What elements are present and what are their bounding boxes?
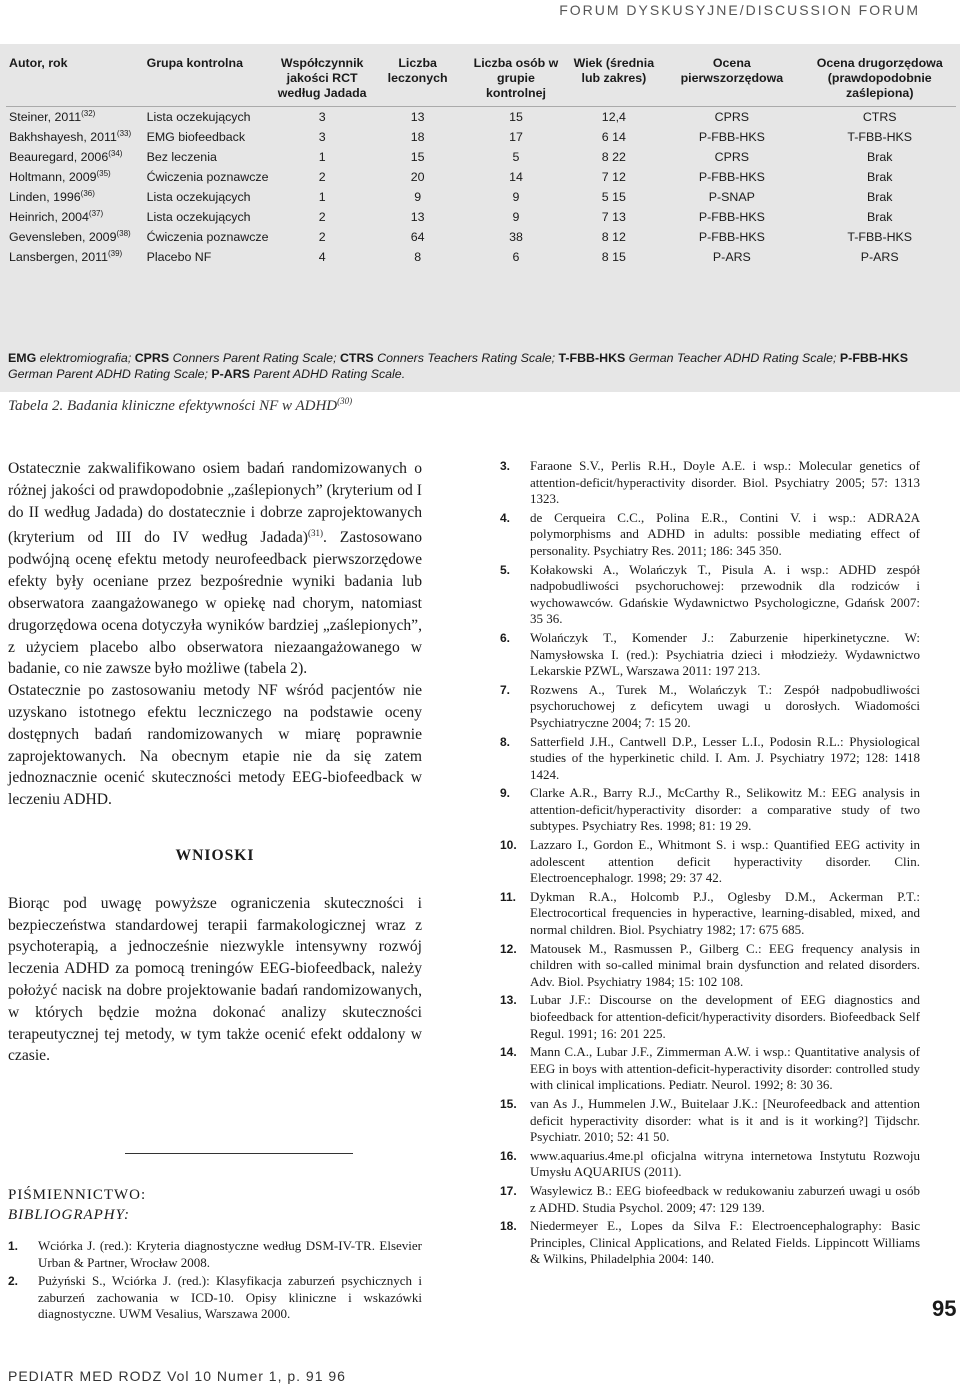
table-cell-age: 5 15 — [601, 190, 626, 204]
reference-item: 14. Mann C.A., Lubar J.F., Zimmerman A.W. i wsp.: Quantitative analysis of EEG in boys with attention-deficit-hyperactivity disorder: controlled study with clinical implications. Pediatr. Neurol. 1992; 8: 30 36. — [500, 1044, 920, 1093]
table-cell-author: Bakhshayesh, 2011$^{(33)}$ — [9, 128, 132, 144]
table-row — [6, 227, 956, 247]
table-cell-author: Beauregard, 2006$^{(34)}$ — [9, 148, 123, 164]
table-cell-jadad: 2 — [318, 230, 326, 244]
table-cell-author: Heinrich, 2004$^{(37)}$ — [9, 208, 104, 224]
table-cell-author: Holtmann, 2009$^{(35)}$ — [9, 168, 111, 184]
table-cell-control: 15 — [509, 110, 523, 124]
table-cell-control: 5 — [512, 150, 520, 164]
reference-item: 7. Rozwens A., Turek M., Wolańczyk T.: Zespół nadpobudliwości psychoruchowej z deficytem uwagi u dorosłych. Wiadomości Psychiatryczne 2004; 7: 15 20. — [500, 681, 920, 730]
table-cell-age: 7 12 — [601, 170, 626, 184]
table-cell-group: Lista oczekujących — [146, 210, 251, 224]
table-cell-group: Lista oczekujących — [146, 110, 251, 124]
table-cell-jadad: 2 — [318, 170, 326, 184]
table-cell-author: Linden, 1996$^{(36)}$ — [9, 188, 95, 204]
table-cell-control: 17 — [509, 130, 523, 144]
table-cell-treated: 13 — [410, 210, 425, 224]
table-cell-primary: P-FBB-HKS — [698, 210, 765, 224]
table-cell-treated: 20 — [410, 170, 425, 184]
reference-item: 18. Niedermeyer E., Lopes da Silva F.: Electroencephalography: Basic Principles, Clinical Applications, and Related Fields. Lippincott Williams & Wilkins, Philadelphia 2004: 140. — [500, 1218, 920, 1267]
table-cell-group: EMG biofeedback — [146, 130, 246, 144]
table-row — [6, 187, 956, 207]
table-cell-secondary: Brak — [866, 170, 893, 184]
reference-list — [8, 1238, 422, 1325]
reference-item: 12. Matousek M., Rasmussen P., Gilberg C.: EEG frequency analysis in children with so-called minimal brain dysfunction and related disorders. Adv. Biol. Psychiatry 1984; 15: 102 108. — [500, 940, 920, 989]
table-cell-treated: 18 — [410, 130, 425, 144]
col-header: Liczba osób w grupie kontrolnej — [465, 54, 568, 107]
table-cell-control: 14 — [509, 170, 523, 184]
table-cell-primary: P-FBB-HKS — [698, 230, 765, 244]
table-cell-age: 8 15 — [601, 250, 626, 264]
divider — [125, 1153, 353, 1154]
reference-item: 6. Wolańczyk T., Komender J.: Zaburzenie hiperkinetyczne. W: Namysłowska I. (red.): Psychiatria dzieci i młodzieży. Wydawnictwo Lekarskie PZWL, Warszawa 2011: 197 213. — [500, 629, 920, 679]
reference-item: 5. Kołakowski A., Wolańczyk T., Pisula A. i wsp.: ADHD zespół nadpobudliwości psychoruchowej: przewodnik dla rodziców i wychowawców. Gdańskie Wydawnictwo Psychologiczne, Gdańsk 2007: 35 36. — [500, 561, 920, 627]
table-cell-treated: 8 — [414, 250, 422, 264]
table-legend: EMG elektromiografia; CPRS Conners Parent Rating Scale; CTRS Conners Teachers Rating Scale; T-FBB-HKS German Teacher ADHD Rating Scale; P-FBB-HKS German Parent ADHD Rating Scale; P-ARS Parent ADHD Rating Scale. — [8, 351, 909, 381]
table-cell-primary: CPRS — [714, 150, 750, 164]
table-cell-jadad: 2 — [318, 210, 326, 224]
table-cell-jadad: 1 — [318, 150, 326, 164]
table-cell-group: Ćwiczenia poznawcze — [146, 170, 269, 184]
bibliography-heading: PIŚMIENNICTWO: BIBLIOGRAPHY: — [8, 1187, 147, 1223]
table-cell-primary: P-SNAP — [708, 190, 755, 204]
reference-item: 8. Satterfield J.H., Cantwell D.P., Lesser L.I., Podosin R.L.: Physiological studies of the hyperkinetic child. I. Am. J. Psychiatry 1972; 128: 1418 1424. — [500, 733, 920, 782]
reference-item: 10. Lazzaro I., Gordon E., Whitmont S. i wsp.: Quantified EEG activity in adolescent attention deficit hyperactivity disorder. Clin. Electroencephalogr. 1998; 29: 37 42. — [500, 837, 920, 886]
table-row — [6, 247, 956, 267]
table-cell-secondary: T-FBB-HKS — [847, 130, 913, 144]
table-cell-secondary: CTRS — [862, 110, 897, 124]
reference-item: 15. van As J., Hummelen J.W., Buitelaar J.K.: [Neurofeedback and attention deficit hyperactivity disorder: what is it and is it working?] Tijdschr. Psychiatr. 2010; 52: 41 50. — [500, 1095, 920, 1145]
table-cell-jadad: 3 — [318, 130, 326, 144]
table-cell-treated: 15 — [410, 150, 425, 164]
reference-item: 17. Wasylewicz B.: EEG biofeedback w redukowaniu zaburzeń uwagi u osób z ADHD. Studia Psychol. 2009; 47: 129 139. — [500, 1182, 920, 1215]
page-number: 95 — [932, 1296, 957, 1321]
table-row — [6, 127, 956, 147]
table-cell-primary: P-FBB-HKS — [698, 170, 765, 184]
table-cell-control: 9 — [512, 210, 520, 224]
col-header: Ocena drugorzędowa (prawdopodobnie zaślepiona) — [803, 54, 956, 107]
reference-item: 9. Clarke A.R., Barry R.J., McCarthy R., Selikowitz M.: EEG analysis in attention-deficit/hyperactivity disorder: a comparative study of two subtypes. Psychiatry Res. 1998; 81: 19 29. — [500, 785, 920, 834]
table-cell-primary: P-ARS — [712, 250, 751, 264]
table-cell-jadad: 1 — [318, 190, 326, 204]
table-cell-group: Lista oczekujących — [146, 190, 251, 204]
col-header: Liczba leczonych — [371, 54, 465, 107]
paragraph: Biorąc pod uwagę powyższe ograniczenia skuteczności i bezpieczeństwa standardowej terapii farmakologicznej wraz z psychoterapią, a jednocześnie niezwykle intensywny rozwój leczenia ADHD za pomocą treningów EEG-biofeedback, należy położyć nacisk na dobre projektowanie badań randomizowanych, w których będzie można dokonać analizy skuteczności terapeutycznej tej metody, w tym także ocenić efekt oddalony w czasie. — [8, 894, 422, 1065]
table-cell-group: Placebo NF — [146, 250, 212, 264]
table-cell-secondary: Brak — [866, 190, 893, 204]
col-header: Ocena pierwszorzędowa — [660, 54, 803, 107]
table-cell-control: 9 — [512, 190, 520, 204]
section-heading: WNIOSKI — [175, 846, 255, 864]
reference-list — [500, 458, 920, 1270]
table-cell-author: Gevensleben, 2009$^{(38)}$ — [9, 228, 131, 244]
table-cell-age: 8 22 — [601, 150, 626, 164]
table-cell-treated: 64 — [410, 230, 425, 244]
reference-item: 2. Pużyński S., Wciórka J. (red.): Klasyfikacja zaburzeń psychicznych i zaburzeń zachowania w ICD-10. Opisy kliniczne i wskazówki diagnostyczne. UWM Vesalius, Warszawa 2000. — [8, 1273, 422, 1322]
table-cell-secondary: T-FBB-HKS — [847, 230, 913, 244]
table-cell-treated: 9 — [414, 190, 422, 204]
table-caption: Tabela 2. Badania kliniczne efektywności NF w ADHD$^{(30)}$ — [8, 396, 353, 414]
table-cell-primary: CPRS — [714, 110, 750, 124]
table-cell-age: 12,4 — [601, 110, 626, 124]
table-row — [6, 167, 956, 187]
table-cell-jadad: 3 — [318, 110, 326, 124]
table-cell-group: Ćwiczenia poznawcze — [146, 230, 269, 244]
running-footer: PEDIATR MED RODZ Vol 10 Numer 1, p. 91 96 — [8, 1368, 346, 1384]
table-cell-group: Bez leczenia — [146, 150, 217, 164]
table-cell-age: 8 12 — [601, 230, 626, 244]
table-cell-author: Steiner, 2011$^{(32)}$ — [9, 108, 96, 124]
running-header: FORUM DYSKUSYJNE/DISCUSSION FORUM — [559, 2, 920, 18]
table-header-row — [6, 54, 956, 107]
studies-table — [6, 54, 956, 267]
col-header: Wiek (średnia lub zakres) — [567, 54, 660, 107]
table-cell-secondary: Brak — [866, 210, 893, 224]
table-cell-secondary: Brak — [866, 150, 893, 164]
table-cell-control: 6 — [512, 250, 520, 264]
col-header: Współczynnik jakości RCT według Jadada — [274, 54, 371, 107]
body-text — [8, 458, 422, 1067]
table-row — [6, 147, 956, 167]
table-cell-age: 6 14 — [601, 130, 626, 144]
table-cell-age: 7 13 — [601, 210, 626, 224]
table-row — [6, 107, 956, 128]
paragraph: Ostatecznie po zastosowaniu metody NF wśród pacjentów nie uzyskano istotnego efektu leczniczego na podstawie oceny dostępnych badań randomizowanych w miarę poprawnie zaprojektowanych. Na obecnym etapie nie da się zatem jednoznacznie ocenić skuteczności metody EEG-biofeedback w leczeniu ADHD. — [8, 682, 422, 809]
table-row — [6, 207, 956, 227]
table-cell-primary: P-FBB-HKS — [698, 130, 765, 144]
reference-item: 1. Wciórka J. (red.): Kryteria diagnostyczne według DSM-IV-TR. Elsevier Urban & Partner, Wrocław 2008. — [8, 1238, 422, 1270]
table-cell-secondary: P-ARS — [860, 250, 899, 264]
reference-item: 11. Dykman R.A., Holcomb P.J., Oglesby D.M., Ackerman P.T.: Electrocortical frequencies in hyperactive, learning-disabled, mixed, and normal children. Biol. Psychiatry 1982; 17: 675 685. — [500, 888, 920, 938]
table-cell-control: 38 — [509, 230, 523, 244]
table-cell-treated: 13 — [410, 110, 425, 124]
reference-item: 4. de Cerqueira C.C., Polina E.R., Contini V. i wsp.: ADRA2A polymorphisms and ADHD in adults: possible mediating effect of personality. Psychiatry Res. 2011; 186: 345 350. — [500, 509, 920, 558]
reference-item: 16. www.aquarius.4me.pl oficjalna witryna internetowa Instytutu Rozwoju Umysłu AQUARIUS (2011). — [500, 1147, 920, 1180]
col-header: Grupa kontrolna — [144, 54, 274, 107]
reference-item: 3. Faraone S.V., Perlis R.H., Doyle A.E. i wsp.: Molecular genetics of attention-deficit/hyperactivity disorder. Biol. Psychiatry 2005; 57: 1313 1323. — [500, 458, 920, 507]
reference-item: 13. Lubar J.F.: Discourse on the development of EEG diagnostics and biofeedback for attention-deficit/hyperactivity disorders. Biofeedback Self Regul. 1991; 16: 201 225. — [500, 992, 920, 1041]
col-header: Autor, rok — [6, 54, 144, 107]
table-cell-author: Lansbergen, 2011$^{(39)}$ — [9, 248, 123, 264]
table-cell-jadad: 4 — [318, 250, 326, 264]
paragraph: Ostatecznie zakwalifikowano osiem badań randomizowanych o różnej jakości od prawdopodobnie „zaślepionych” (kryterium od I do II według Jadada) do dostatecznie i dobrze zaprojektowanych (kryterium od III do IV według Jadada)$^{(31)}$. Zastosowano podwójną ocenę efektu metody neurofeedback pierwszorzędowe efekty były oceniane przez bezpośrednie wyniki badania lub obserwatora zaangażowanego w opiekę nad chorym, natomiast drugorzędowa ocena dotyczyła wyników bardziej „zaślepionych”, z użyciem placebo albo obserwatora niezaangażowanego w badanie, co nie zawsze było możliwe (tabela 2). — [8, 460, 422, 678]
